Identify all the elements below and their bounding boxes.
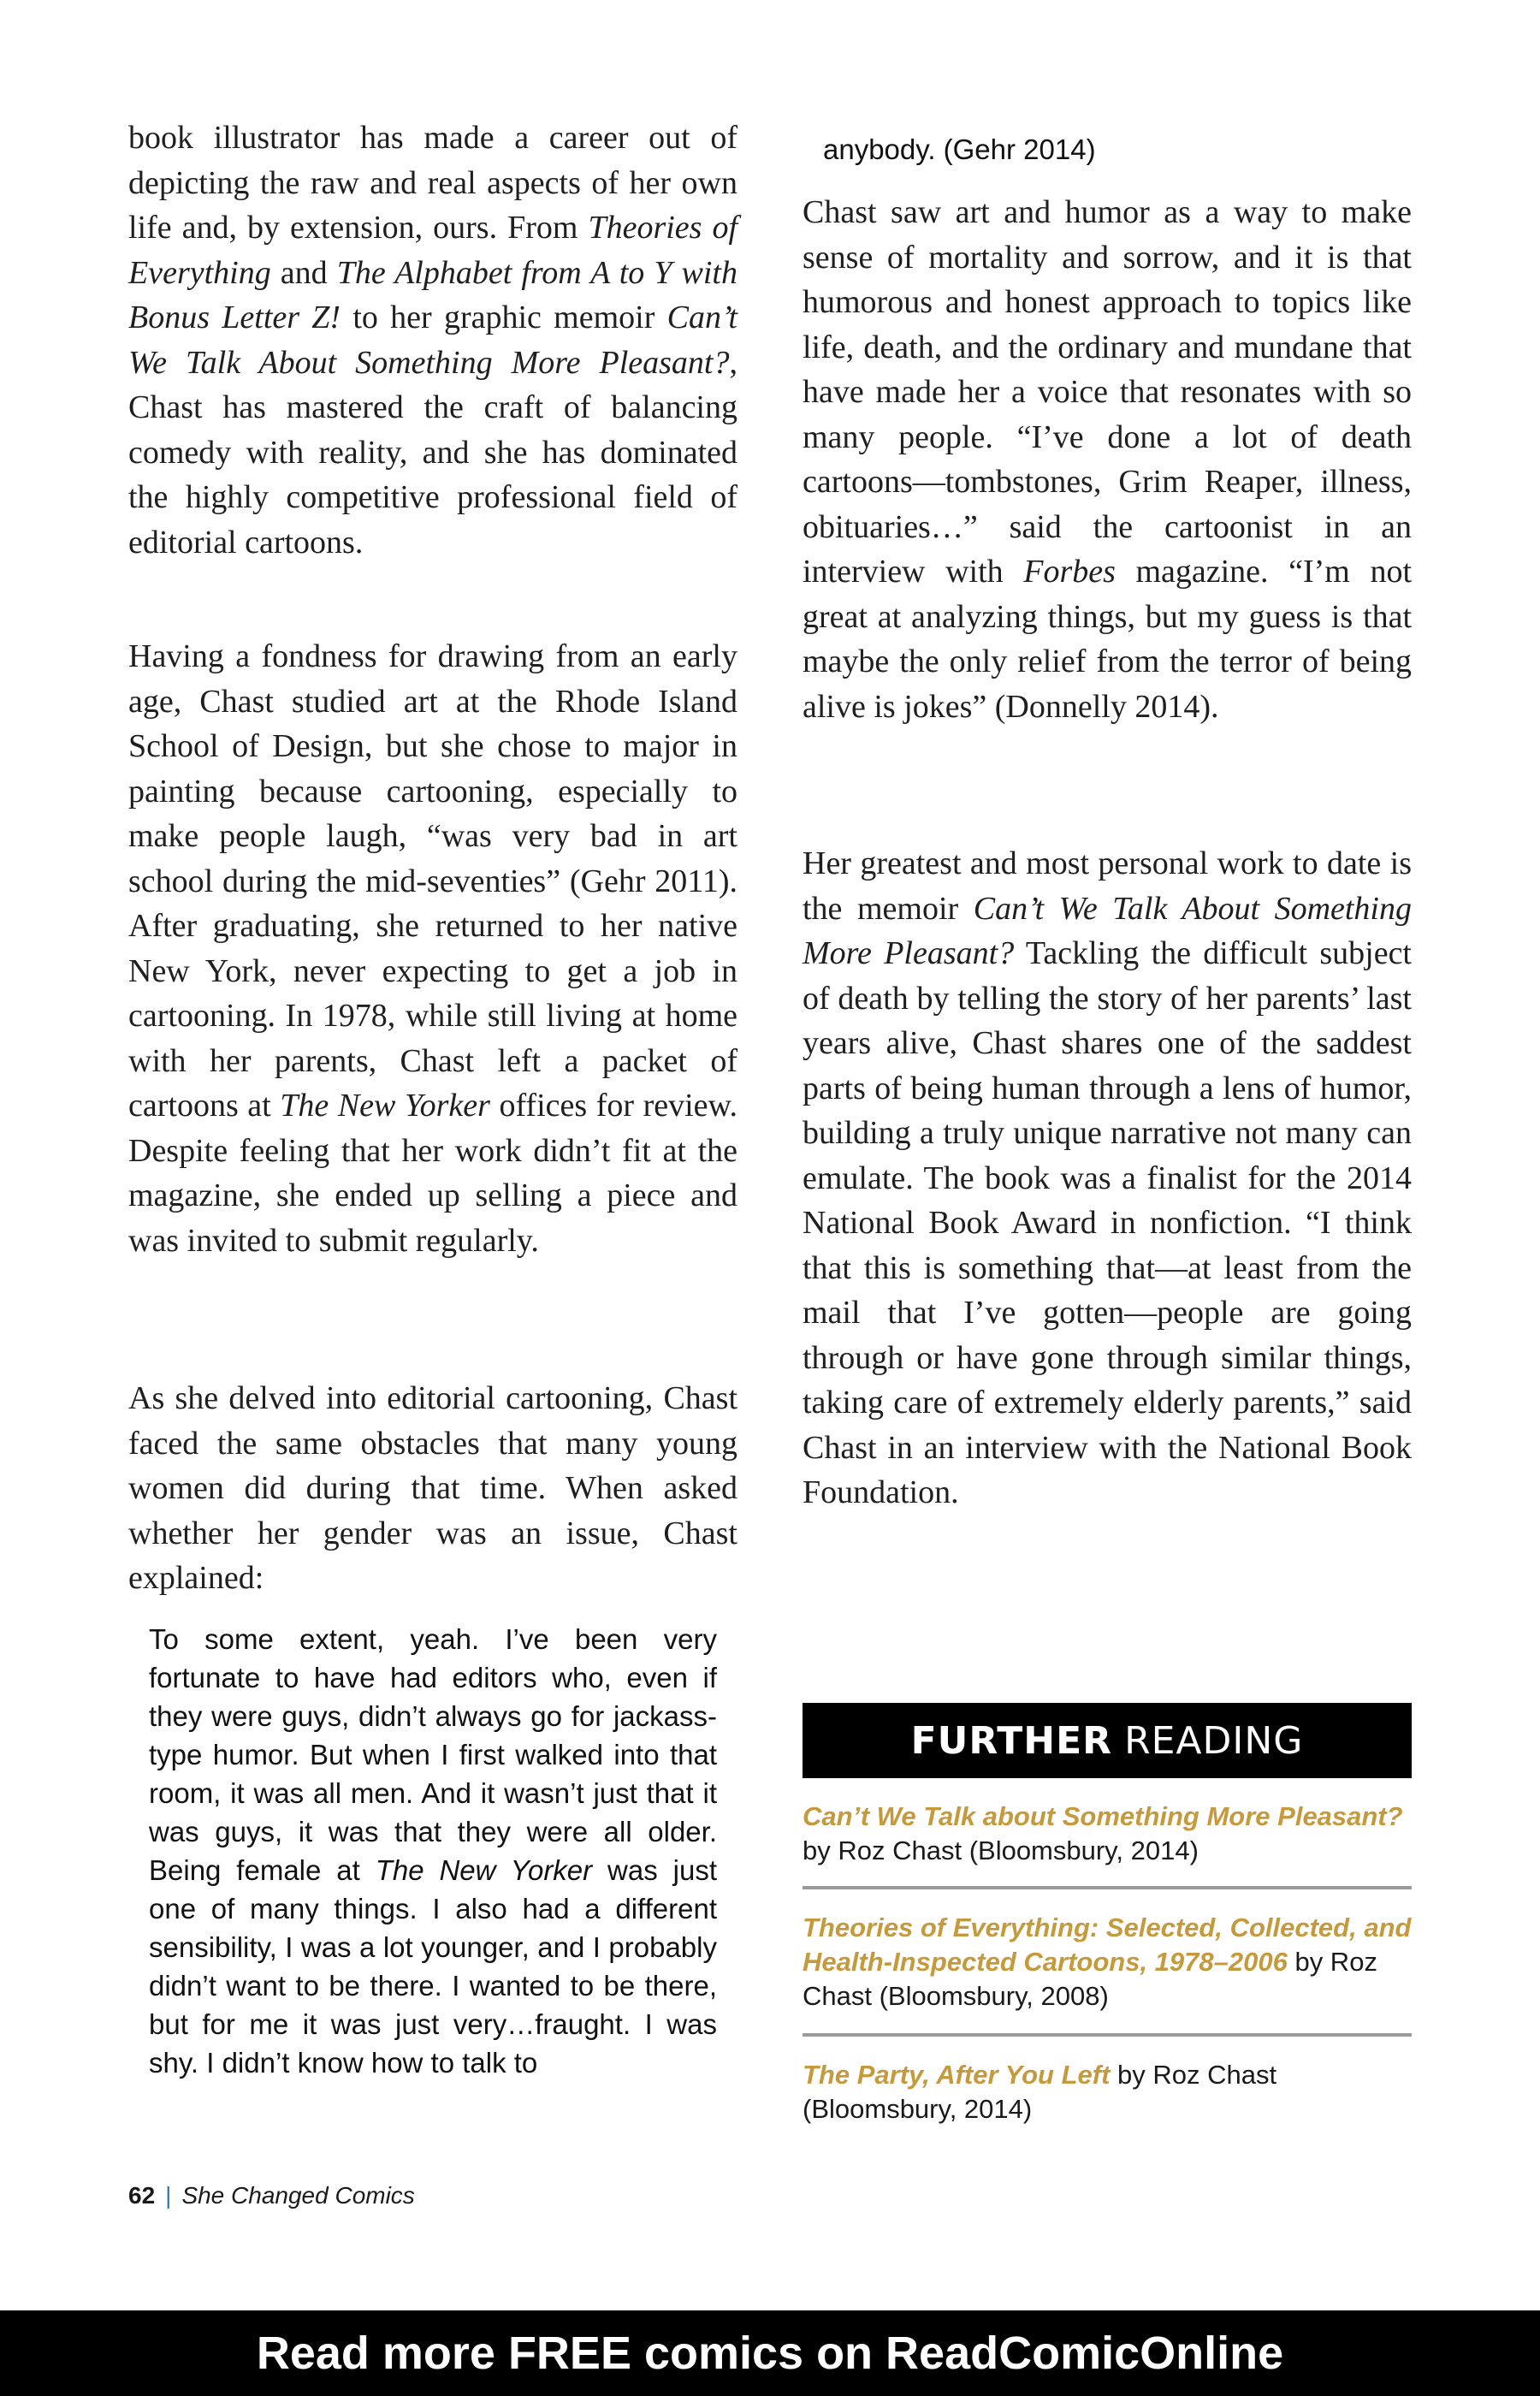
text-run: Tackling the difficult subject of death by telling the story of her parents’ last years alive, Chast shares one of the saddest parts of being human through a lens of humor, building a truly unique narrative not many can emulate. The book was a finalist for the 2014 National Book Award in nonfiction. “I think that this is something that—at least from the mail that I’ve gotten—people are going through or have gone through similar things, taking care of extremely elderly parents,” said Chast in an interview with the National Book Foundation. (803, 935, 1412, 1510)
book-details: by Roz Chast (Bloomsbury, 2014) (803, 2060, 1277, 2124)
text-run: magazine. “I’m not great at analyzing things, but my guess is that maybe the only relief from the terror of being alive is jokes” (Donnelly 2014). (803, 554, 1413, 725)
italic-text: The New Yorker (280, 1088, 490, 1124)
divider (803, 1886, 1412, 1889)
footer-separator: | (165, 2182, 172, 2209)
text-run: , Chast has mastered the craft of balancing comedy with reality, and she has dominated the highly competitive professional field of editorial cartoons. (128, 344, 737, 560)
text-run: Her greatest and most personal work to date is the memoir (803, 845, 1412, 927)
body-paragraph (803, 841, 1412, 1515)
body-paragraph (128, 1376, 737, 1601)
text-run: and (270, 254, 337, 291)
body-paragraph (803, 190, 1412, 729)
promo-banner (0, 2310, 1540, 2396)
body-paragraph (128, 634, 737, 1263)
text-run: To some extent, yeah. I’ve been very fortunate to have had editors who, even if they were guys, didn’t always go for jackass-type humor. But when I first walked into that room, it was all men. And it wasn’t just that it was guys, it was that they were all older. Being female at (149, 1623, 717, 1886)
book-title: The Party, After You Left (803, 2060, 1111, 2090)
text-run: Having a fondness for drawing from an early age, Chast studied art at the Rhode Island School of Design, but she chose to major in painting because cartooning, especially to make people laugh, “was very bad in art school during the mid-seventies” (Gehr 2011). After graduating, she returned to her native New York, never expecting to get a job in cartooning. In 1978, while still living at home with her parents, Chast left a packet of cartoons at (128, 638, 737, 1124)
italic-text: Can’t We Talk About Something More Pleasant? (803, 890, 1412, 971)
promo-banner-text: Read more FREE comics on ReadComicOnline (256, 2328, 1284, 2379)
text-run: was just one of many things. I also had a different sensibility, I was a lot younger, and I probably didn’t want to be there. I wanted to be there, but for me it was just very…fraught. I was shy. I didn’t know how to talk to (149, 1854, 717, 2079)
block-quote-continued (823, 130, 1391, 169)
italic-text: The Alphabet from A to Y with Bonus Letter Z! (128, 254, 737, 335)
further-reading-item (803, 2058, 1412, 2126)
text-run: offices for review. Despite feeling that her work didn’t fit at the magazine, she ended up selling a piece and was invited to submit regularly. (128, 1088, 738, 1259)
book-details: by Roz Chast (Bloomsbury, 2014) (803, 1836, 1199, 1865)
body-paragraph (128, 116, 737, 565)
divider (803, 2033, 1412, 2037)
italic-text: The New Yorker (375, 1854, 593, 1886)
text-run: As she delved into editorial cartooning, Chast faced the same obstacles that many young women did during that time. When asked whether her gender was an issue, Chast explained: (128, 1380, 737, 1596)
text-run: book illustrator has made a career out of depicting the raw and real aspects of her own life and, by extension, ours. From (128, 120, 737, 246)
italic-text: Theories of Everything (128, 210, 737, 291)
italic-text: Can’t We Talk About Something More Pleasant? (128, 300, 737, 381)
further-reading-header (803, 1703, 1412, 1778)
text-run: to her graphic memoir (341, 300, 667, 335)
book-details: by Roz Chast (Bloomsbury, 2008) (803, 1947, 1377, 2011)
further-reading-header-regular: READING (1124, 1718, 1304, 1763)
page-footer (128, 2182, 415, 2209)
running-title: She Changed Comics (181, 2182, 415, 2209)
text-run: anybody. (Gehr 2014) (823, 133, 1096, 165)
further-reading-header-bold: FURTHER (910, 1718, 1113, 1763)
text-run: Chast saw art and humor as a way to make sense of mortality and sorrow, and it is that humorous and honest approach to topics like life, death, and the ordinary and mundane that have made her a voice that resonates with so many people. “I’ve done a lot of death cartoons—tombstones, Grim Reaper, illness, obituaries…” said the cartoonist in an interview with (803, 194, 1412, 590)
further-reading-item (803, 1800, 1412, 1868)
book-title: Can’t We Talk about Something More Pleasant? (803, 1801, 1403, 1831)
italic-text: Forbes (1023, 554, 1116, 590)
block-quote (149, 1620, 717, 2082)
further-reading-item (803, 1911, 1412, 2013)
page-number: 62 (128, 2182, 156, 2209)
book-title: Theories of Everything: Selected, Collected, and Health-Inspected Cartoons, 1978–2006 (803, 1913, 1412, 1977)
